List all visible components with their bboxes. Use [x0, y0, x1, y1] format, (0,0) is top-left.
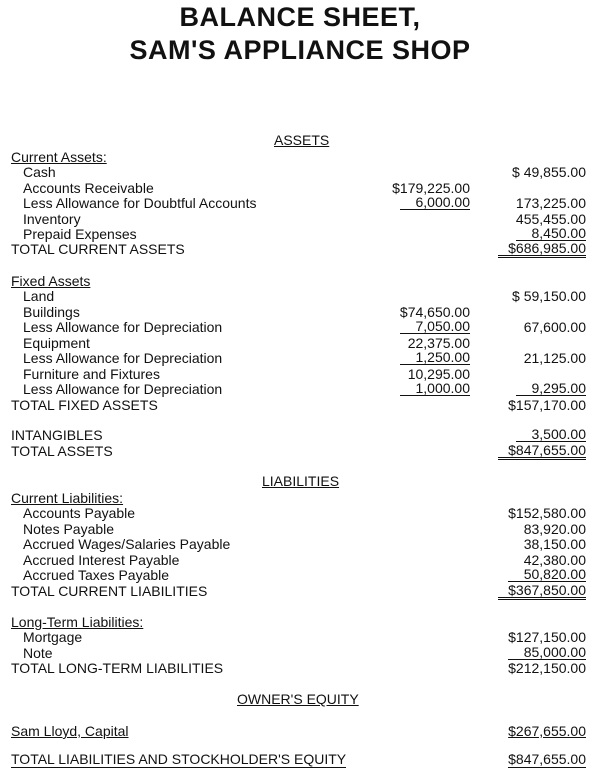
net-furniture-total: 9,295.00: [516, 381, 587, 396]
current-liabilities-label: Current Liabilities:: [11, 490, 124, 506]
total-fixed-assets-label: TOTAL FIXED ASSETS: [11, 397, 158, 413]
mortgage-row: [0, 629, 600, 645]
intangibles-label: INTANGIBLES: [11, 427, 103, 443]
furniture-row: [0, 366, 600, 382]
furniture-amount: 10,295.00: [407, 366, 470, 382]
net-buildings-total: 67,600.00: [523, 319, 586, 335]
buildings-label: Buildings: [23, 304, 80, 320]
note-label: Note: [23, 645, 53, 661]
fixed-assets-label-row: [0, 273, 600, 289]
taxes-payable-row: [0, 567, 600, 583]
depreciation-label-3: Less Allowance for Depreciation: [23, 381, 223, 397]
notes-payable-row: [0, 521, 600, 537]
total-fixed-assets-row: [0, 397, 600, 413]
notes-payable-total: 83,920.00: [523, 521, 586, 537]
grand-total-row: [0, 752, 600, 768]
total-longterm-liabilities-total: $212,150.00: [508, 660, 586, 676]
doubtful-label: Less Allowance for Doubtful Accounts: [23, 195, 257, 211]
accounts-payable-row: [0, 505, 600, 521]
land-row: [0, 288, 600, 304]
title-line-1: BALANCE SHEET,: [179, 2, 421, 32]
assets-heading: ASSETS: [274, 132, 330, 148]
interest-payable-label: Accrued Interest Payable: [23, 552, 180, 568]
grand-total-total: $847,655.00: [508, 751, 586, 767]
cash-total: $ 49,855.00: [512, 164, 586, 180]
cash-label: Cash: [23, 164, 56, 180]
depreciation-amount-3: 1,000.00: [400, 381, 471, 396]
note-row: [0, 645, 600, 661]
total-current-assets-total: $686,985.00: [498, 241, 586, 258]
doubtful-row: [0, 195, 600, 211]
mortgage-total: $127,150.00: [508, 629, 586, 645]
cash-row: [0, 164, 600, 180]
capital-label: Sam Lloyd, Capital: [11, 723, 129, 739]
equipment-amount: 22,375.00: [407, 335, 470, 351]
total-assets-row: [0, 443, 600, 459]
prepaid-label: Prepaid Expenses: [23, 226, 137, 242]
note-total: 85,000.00: [508, 645, 586, 660]
fixed-assets-label: Fixed Assets: [11, 273, 91, 289]
notes-payable-label: Notes Payable: [23, 521, 115, 537]
land-label: Land: [23, 288, 55, 304]
capital-row: [0, 723, 600, 739]
total-current-liabilities-total: $367,850.00: [498, 583, 586, 600]
depreciation-row-3: [0, 381, 600, 397]
equity-heading: OWNER'S EQUITY: [237, 691, 359, 707]
depreciation-label-1: Less Allowance for Depreciation: [23, 319, 223, 335]
net-receivable-total: 173,225.00: [515, 195, 586, 211]
total-current-assets-row: [0, 241, 600, 257]
interest-payable-total: 42,380.00: [523, 552, 586, 568]
inventory-label: Inventory: [23, 211, 81, 227]
wages-payable-total: 38,150.00: [523, 536, 586, 552]
taxes-payable-total: 50,820.00: [508, 567, 586, 582]
accounts-payable-total: $152,580.00: [508, 505, 586, 521]
buildings-amount: $74,650.00: [399, 304, 470, 320]
capital-total: $267,655.00: [508, 723, 586, 739]
depreciation-row-1: [0, 319, 600, 335]
intangibles-total: 3,500.00: [516, 427, 587, 442]
liabilities-heading: LIABILITIES: [262, 473, 340, 489]
receivable-row: [0, 180, 600, 196]
total-longterm-liabilities-label: TOTAL LONG-TERM LIABILITIES: [11, 660, 224, 676]
title-line-2: SAM'S APPLIANCE SHOP: [129, 35, 471, 65]
accounts-payable-label: Accounts Payable: [23, 505, 136, 521]
depreciation-row-2: [0, 350, 600, 366]
total-fixed-assets-total: $157,170.00: [508, 397, 586, 413]
depreciation-label-2: Less Allowance for Depreciation: [23, 350, 223, 366]
buildings-row: [0, 304, 600, 320]
prepaid-total: 8,450.00: [516, 226, 587, 241]
taxes-payable-label: Accrued Taxes Payable: [23, 567, 170, 583]
total-current-liabilities-row: [0, 583, 600, 599]
current-assets-label: Current Assets:: [11, 149, 107, 165]
total-current-liabilities-label: TOTAL CURRENT LIABILITIES: [11, 583, 208, 599]
depreciation-amount-2: 1,250.00: [400, 350, 471, 365]
grand-total-label: TOTAL LIABILITIES AND STOCKHOLDER'S EQUITY: [11, 751, 347, 767]
inventory-row: [0, 211, 600, 227]
longterm-liabilities-label: Long-Term Liabilities:: [11, 614, 144, 630]
total-assets-label: TOTAL ASSETS: [11, 443, 113, 459]
furniture-label: Furniture and Fixtures: [23, 366, 160, 382]
net-equipment-total: 21,125.00: [523, 350, 586, 366]
land-total: $ 59,150.00: [512, 288, 586, 304]
wages-payable-label: Accrued Wages/Salaries Payable: [23, 536, 231, 552]
current-assets-label-row: [0, 149, 600, 165]
inventory-total: 455,455.00: [515, 211, 586, 227]
interest-payable-row: [0, 552, 600, 568]
longterm-liabilities-label-row: [0, 614, 600, 630]
current-liabilities-label-row: [0, 490, 600, 506]
receivable-amount: $179,225.00: [392, 180, 470, 196]
depreciation-amount-1: 7,050.00: [400, 319, 471, 334]
equipment-row: [0, 335, 600, 351]
receivable-label: Accounts Receivable: [23, 180, 154, 196]
total-longterm-liabilities-row: [0, 660, 600, 676]
doubtful-amount: 6,000.00: [400, 195, 471, 210]
total-assets-total: $847,655.00: [498, 443, 586, 460]
mortgage-label: Mortgage: [23, 629, 83, 645]
wages-payable-row: [0, 536, 600, 552]
total-current-assets-label: TOTAL CURRENT ASSETS: [11, 241, 185, 257]
intangibles-row: [0, 427, 600, 443]
equipment-label: Equipment: [23, 335, 90, 351]
